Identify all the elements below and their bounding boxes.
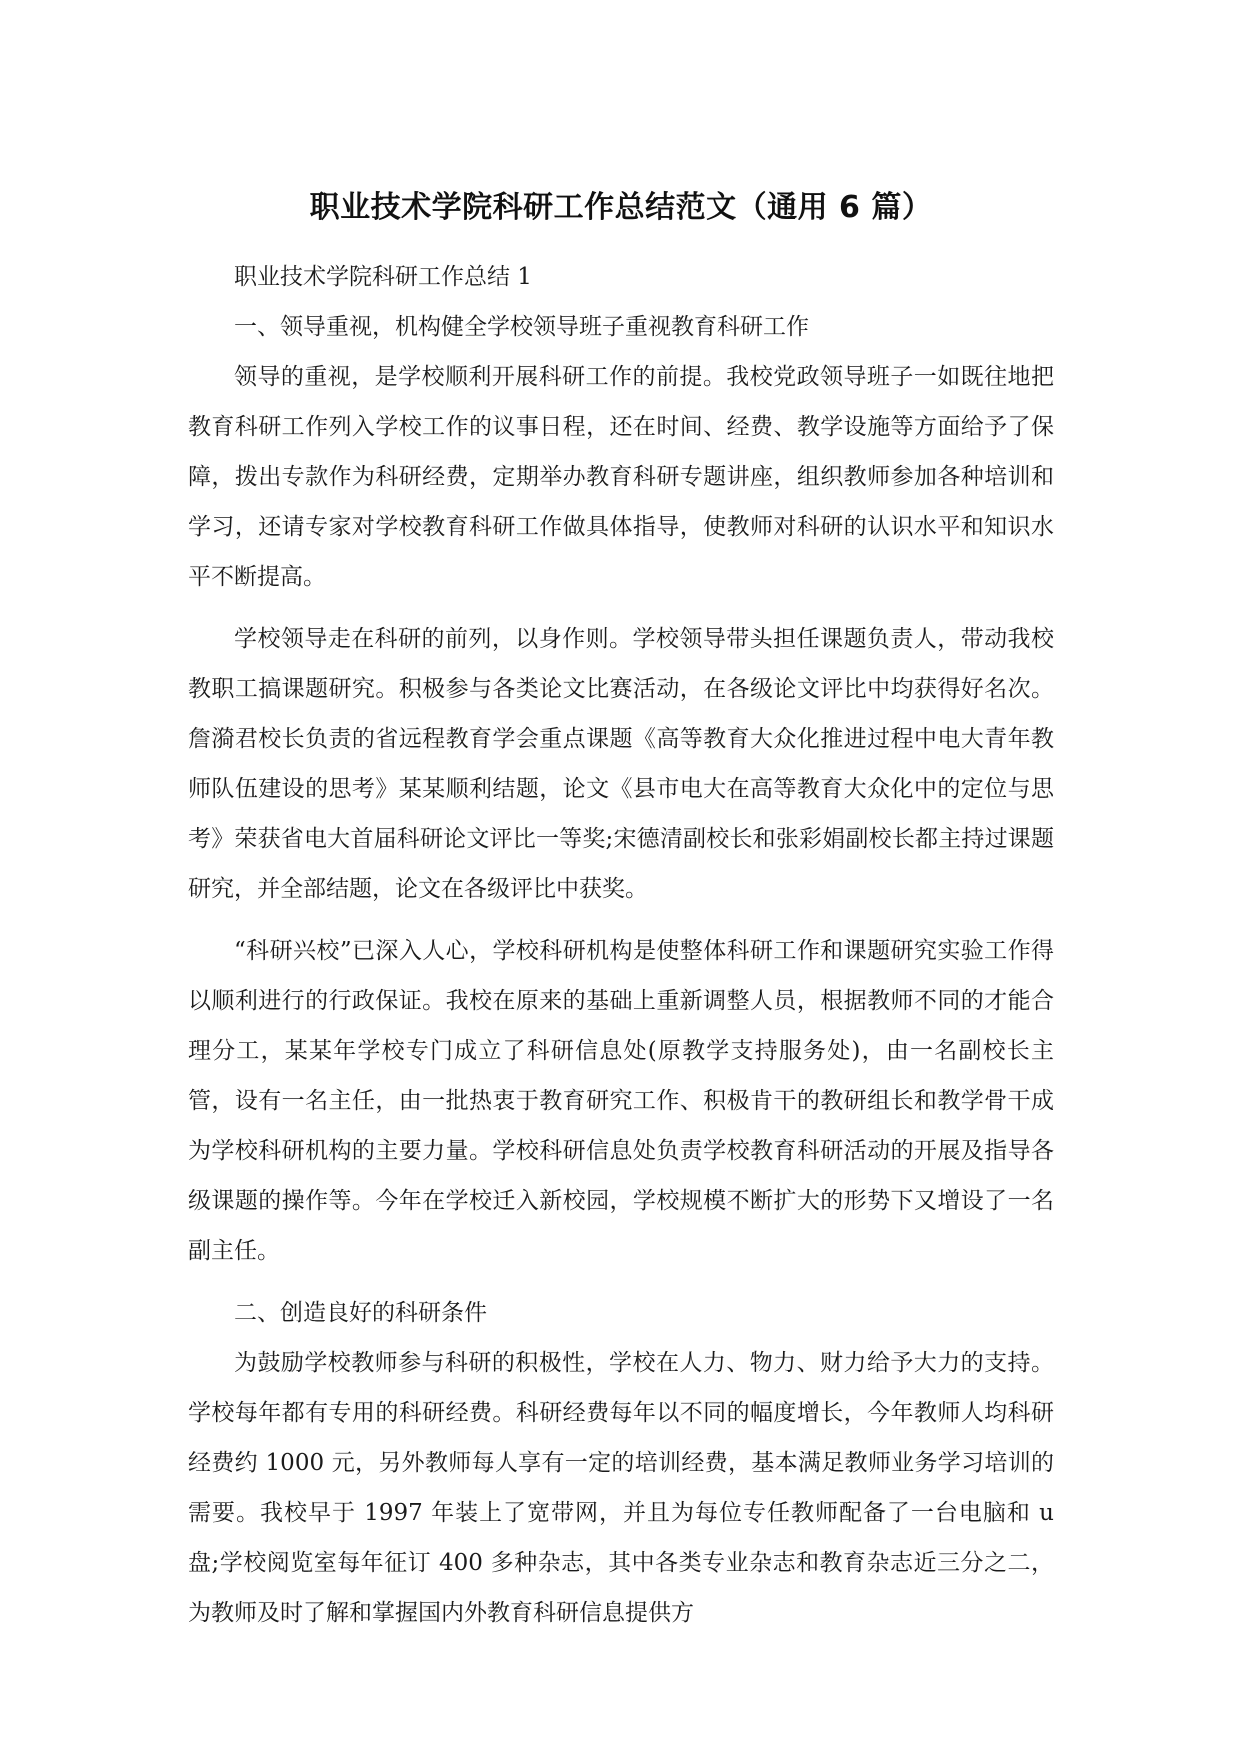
- document-body: [188, 252, 1054, 1638]
- section-heading-2: 二、创造良好的科研条件: [234, 1300, 487, 1326]
- document-page: [188, 186, 1054, 1650]
- paragraph-leadership: 领导的重视，是学校顺利开展科研工作的前提。我校党政领导班子一如既往地把教育科研工作列入学校工作的议事日程，还在时间、经费、教学设施等方面给予了保障，拨出专款作为科研经费，定期举办教育科研专题讲座，组织教师参加各种培训和学习，还请专家对学校教育科研工作做具体指导，使教师对科研的认识水平和知识水平不断提高。: [188, 364, 1054, 590]
- paragraph-conditions: 为鼓励学校教师参与科研的积极性，学校在人力、物力、财力给予大力的支持。学校每年都有专用的科研经费。科研经费每年以不同的幅度增长，今年教师人均科研经费约 1000 元，另外教师每人享有一定的培训经费，基本满足教师业务学习培训的需要。我校早于 1997 年装上了宽带网，并且为每位专任教师配备了一台电脑和 u 盘;学校阅览室每年征订 400 多种杂志，其中各类专业杂志和教育杂志近三分之二，为教师及时了解和掌握国内外教育科研信息提供方: [188, 1350, 1054, 1626]
- paragraph-leaders-example: 学校领导走在科研的前列，以身作则。学校领导带头担任课题负责人，带动我校教职工搞课题研究。积极参与各类论文比赛活动，在各级论文评比中均获得好名次。詹漪君校长负责的省远程教育学会重点课题《高等教育大众化推进过程中电大青年教师队伍建设的思考》某某顺利结题，论文《县市电大在高等教育大众化中的定位与思考》荣获省电大首届科研论文评比一等奖;宋德清副校长和张彩娟副校长都主持过课题研究，并全部结题，论文在各级评比中获奖。: [188, 626, 1054, 902]
- section-heading-1: 一、领导重视，机构健全学校领导班子重视教育科研工作: [234, 314, 809, 340]
- document-subtitle: 职业技术学院科研工作总结 1: [234, 264, 532, 290]
- paragraph-research-office: “科研兴校”已深入人心，学校科研机构是使整体科研工作和课题研究实验工作得以顺利进行的行政保证。我校在原来的基础上重新调整人员，根据教师不同的才能合理分工，某某年学校专门成立了科研信息处(原教学支持服务处)，由一名副校长主管，设有一名主任，由一批热衷于教育研究工作、积极肯干的教研组长和教学骨干成为学校科研机构的主要力量。学校科研信息处负责学校教育科研活动的开展及指导各级课题的操作等。今年在学校迁入新校园，学校规模不断扩大的形势下又增设了一名副主任。: [188, 938, 1054, 1264]
- document-title: 职业技术学院科研工作总结范文（通用 6 篇）: [309, 190, 933, 225]
